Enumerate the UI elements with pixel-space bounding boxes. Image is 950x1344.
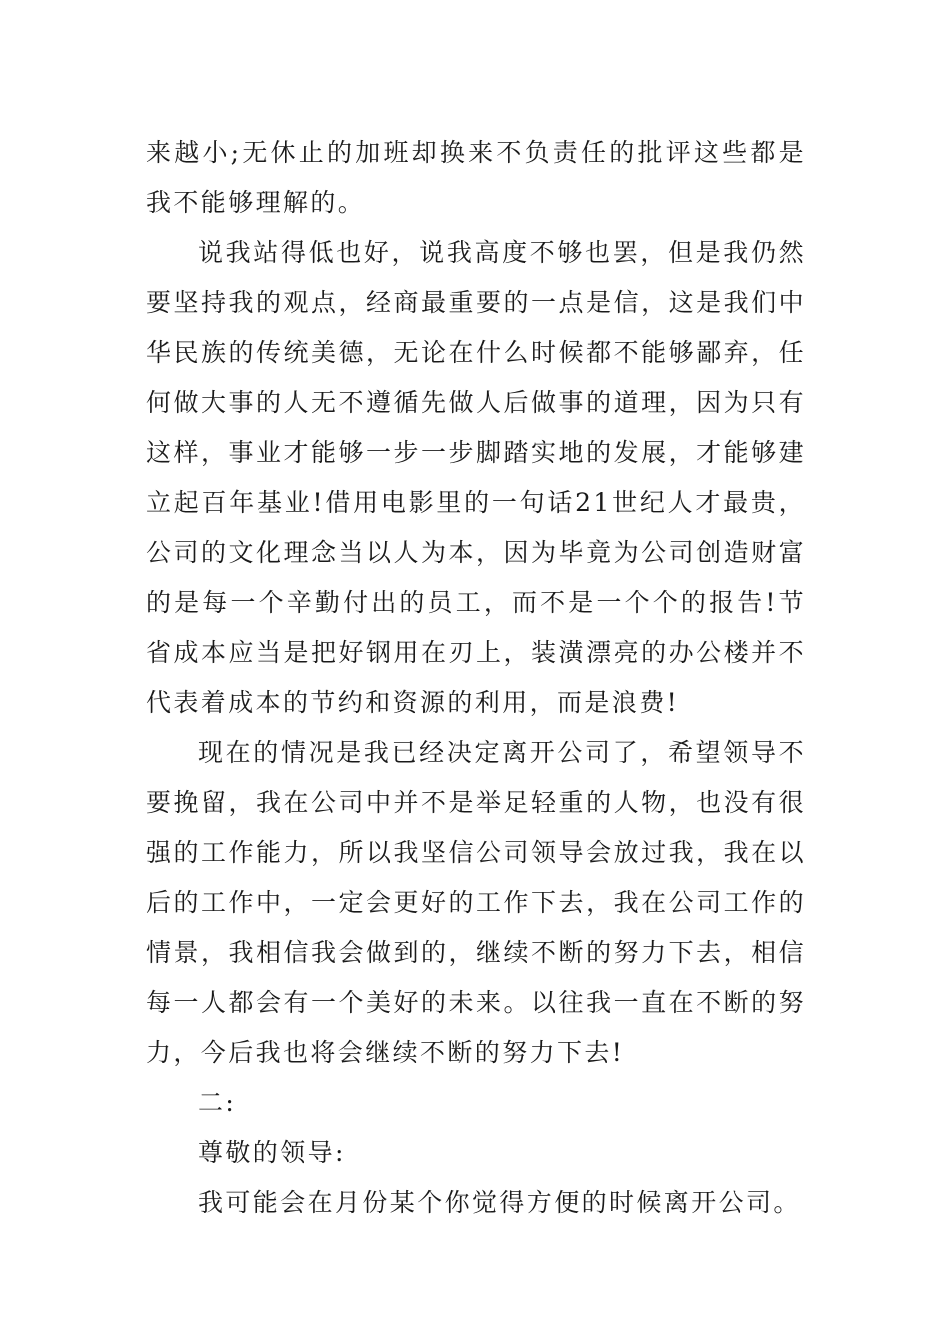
- paragraph-decision-to-leave: 现在的情况是我已经决定离开公司了，希望领导不要挽留，我在公司中并不是举足轻重的人物，也没有很强的工作能力，所以我坚信公司领导会放过我，我在以后的工作中，一定会更好的工作下去，我在公司工作的情景，我相信我会做到的，继续不断的努力下去，相信每一人都会有一个美好的未来。以往我一直在不断的努力，今后我也将会继续不断的努力下去!: [146, 738, 806, 1067]
- document-body: [146, 128, 806, 1228]
- salutation: 尊敬的领导:: [198, 1138, 346, 1167]
- paragraph-continuation: 来越小;无休止的加班却换来不负责任的批评这些都是我不能够理解的。: [146, 138, 806, 217]
- paragraph-business-values: 说我站得低也好，说我高度不够也罢，但是我仍然要坚持我的观点，经商最重要的一点是信，这是我们中华民族的传统美德，无论在什么时候都不能够鄙弃，任何做大事的人无不遵循先做人后做事的道理，因为只有这样，事业才能够一步一步脚踏实地的发展，才能够建立起百年基业!借用电影里的一句话21世纪人才最贵，公司的文化理念当以人为本，因为毕竟为公司创造财富的是每一个辛勤付出的员工，而不是一个个的报告!节省成本应当是把好钢用在刃上，装潢漂亮的办公楼并不代表着成本的节约和资源的利用，而是浪费!: [146, 238, 806, 717]
- section-marker: 二:: [198, 1088, 237, 1117]
- paragraph-leaving-notice: 我可能会在月份某个你觉得方便的时候离开公司。: [198, 1188, 801, 1217]
